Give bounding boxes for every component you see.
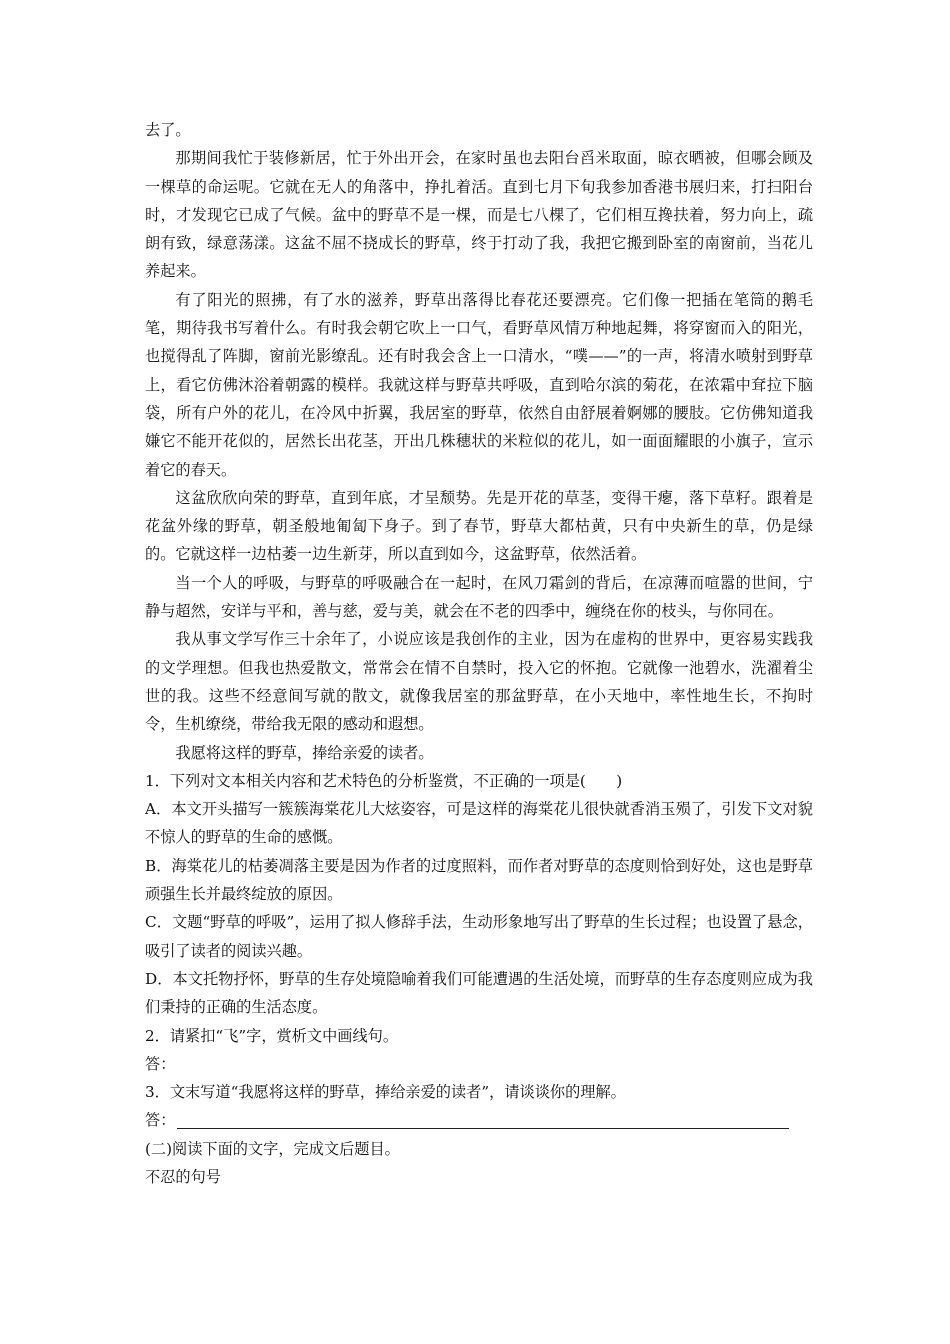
section-2-instruction: (二)阅读下面的文字，完成文后题目。 [145, 1139, 400, 1158]
document-page [145, 116, 813, 1191]
question-1-option-d: D．本文托物抒怀，野草的生存处境隐喻着我们可能遭遇的生活处境，而野草的生存态度则应成为我们秉持的正确的生活态度。 [145, 969, 813, 1017]
paragraph-closing: 我愿将这样的野草，捧给亲爱的读者。 [175, 743, 434, 762]
paragraph-breath: 当一个人的呼吸，与野草的呼吸融合在一起时，在风刀霜剑的背后，在凉薄而喧嚣的世间，宁静与超然，安详与平和，善与慈，爱与美，就会在不老的四季中，缠绕在你的枝头，与你同在。 [145, 573, 813, 621]
question-2: 2．请紧扣“飞”字，赏析文中画线句。 [145, 1026, 399, 1045]
paragraph-continuation: 去了。 [145, 121, 191, 139]
paragraph-writing: 我从事文学写作三十余年了，小说应该是我创作的主业，因为在虚构的世界中，更容易实践我的文学理想。但我也热爱散文，常常会在情不自禁时，投入它的怀抱。它就像一池碧水，洗濯着尘世的我。这些不经意间写就的散文，就像我居室的那盆野草，在小天地中，率性地生长，不拘时令，生机缭绕，带给我无限的感动和遐想。 [145, 630, 813, 734]
question-1-option-a: A．本文开头描写一簇簇海棠花儿大炫姿容，可是这样的海棠花儿很快就香消玉殒了，引发下文对貌不惊人的野草的生命的感慨。 [145, 800, 813, 847]
question-1: 1．下列对文本相关内容和艺术特色的分析鉴赏，不正确的一项是( ) [145, 771, 623, 790]
next-passage-title: 不忍的句号 [145, 1167, 221, 1186]
paragraph-decline: 这盆欣欣向荣的野草，直到年底，才呈颓势。先是开花的草茎，变得干瘪，落下草籽。跟着是花盆外缘的野草，朝圣般地匍匐下身子。到了春节，野草大都枯黄，只有中央新生的草，仍是绿的。它就这样一边枯萎一边生新芽，所以直到如今，这盆野草，依然活着。 [145, 488, 813, 564]
paragraph-sunlight: 有了阳光的照拂，有了水的滋养，野草出落得比春花还要漂亮。它们像一把插在笔筒的鹅毛笔，期待我书写着什么。有时我会朝它吹上一口气，看野草风情万种地起舞，将穿窗而入的阳光，也搅得乱了阵脚，窗前光影缭乱。还有时我会含上一口清水，“噗——”的一声，将清水喷射到野草上，看它仿佛沐浴着朝露的模样。我就这样与野草共呼吸，直到哈尔滨的菊花，在浓霜中耷拉下脑袋，所有户外的花儿，在冷风中折翼，我居室的野草，依然自由舒展着婀娜的腰肢。它仿佛知道我嫌它不能开花似的，居然长出花茎，开出几株穗状的米粒似的花儿，如一面面耀眼的小旗子，宣示着它的春天。 [145, 290, 813, 479]
question-3: 3．文末写道“我愿将这样的野草，捧给亲爱的读者”，请谈谈你的理解。 [145, 1083, 626, 1102]
question-3-answer-row [145, 1106, 813, 1134]
question-1-option-c: C．文题“野草的呼吸”，运用了拟人修辞手法，生动形象地写出了野草的生长过程；也设置了悬念，吸引了读者的阅读兴趣。 [145, 913, 813, 960]
question-2-answer-label: 答： [145, 1054, 176, 1073]
question-1-option-b: B．海棠花儿的枯萎凋落主要是因为作者的过度照料，而作者对野草的态度则恰到好处，这也是野草顽强生长并最终绽放的原因。 [145, 856, 813, 904]
answer-blank-line[interactable] [177, 1108, 789, 1129]
paragraph-renovation: 那期间我忙于装修新居，忙于外出开会，在家时虽也去阳台舀米取面，晾衣晒被，但哪会顾及一棵草的命运呢。它就在无人的角落中，挣扎着活。直到七月下旬我参加香港书展归来，打扫阳台时，才发现它已成了气候。盆中的野草不是一棵，而是七八棵了，它们相互搀扶着，努力向上，疏朗有致，绿意荡漾。这盆不屈不挠成长的野草，终于打动了我，我把它搬到卧室的南窗前，当花儿养起来。 [145, 149, 813, 281]
question-3-answer-label: 答： [145, 1111, 176, 1130]
